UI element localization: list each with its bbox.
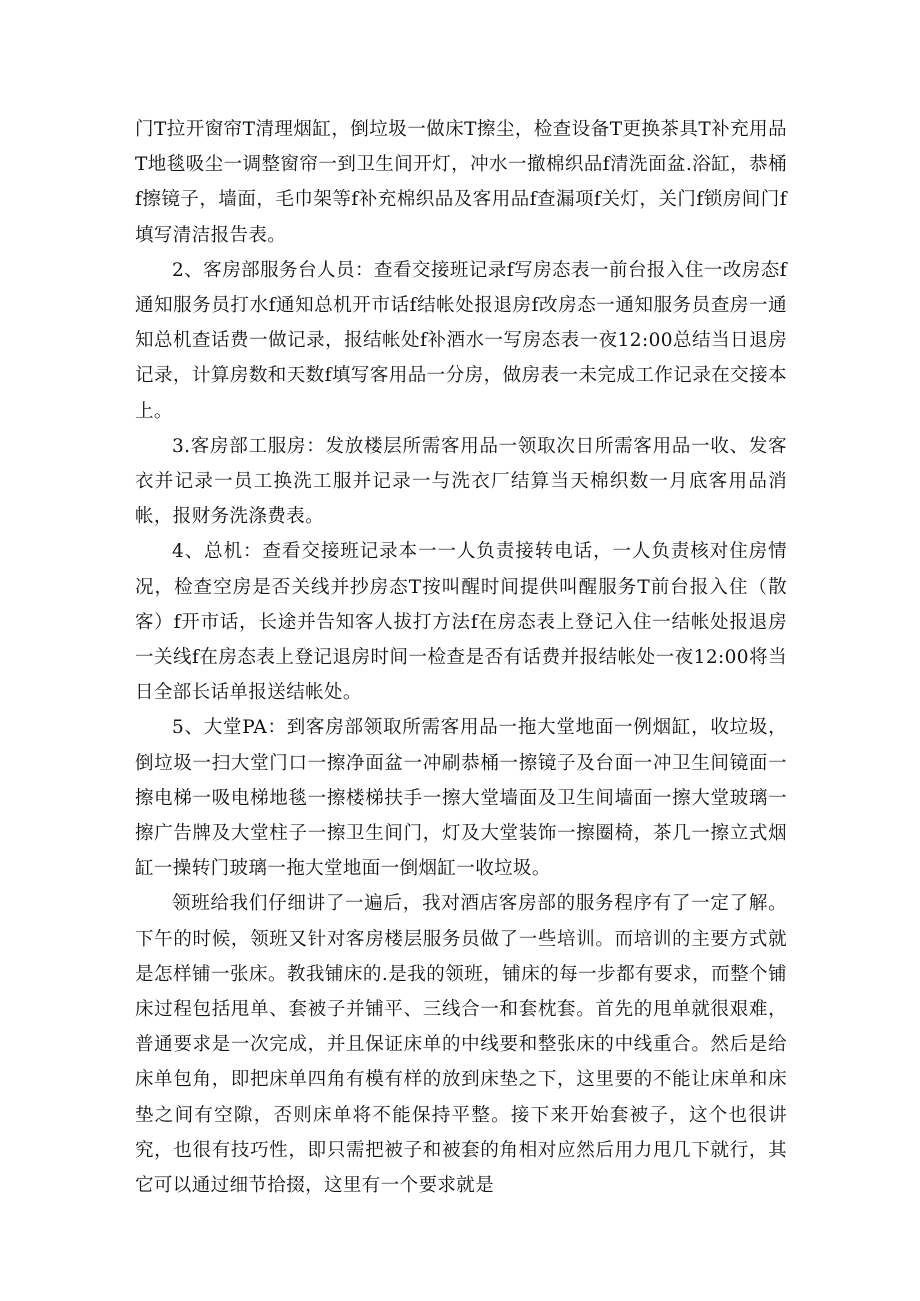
paragraph-lobby-pa: 5、大堂PA：到客房部领取所需客用品一拖大堂地面一例烟缸，收垃圾，倒垃圾一扫大堂门口一擦净面盆一冲刷恭桶一擦镜子及台面一冲卫生间镜面一擦电梯一吸电梯地毯一擦楼梯扶手一擦大堂墙面及卫生间墙面一擦大堂玻璃一擦广告牌及大堂柱子一擦卫生间门，灯及大堂装饰一擦圈椅，茶几一擦立式烟缸一操转门玻璃一拖大堂地面一倒烟缸一收垃圾。 — [135, 717, 787, 880]
paragraph-uniform-room: 3.客房部工服房：发放楼层所需客用品一领取次日所需客用品一收、发客衣并记录一员工换洗工服并记录一与洗衣厂结算当天棉织数一月底客用品消帐，报财务洗涤费表。 — [135, 435, 787, 528]
body-text — [135, 112, 787, 1203]
paragraph-switchboard: 4、总机：查看交接班记录本一一人负责接转电话，一人负责核对住房情况，检查空房是否关线并抄房态T按叫醒时间提供叫醒服务T前台报入住（散客）f开市话，长途并告知客人拔打方法f在房态表上登记入住一结帐处报退房一关线f在房态表上登记退房时间一检查是否有话费并报结帐处一夜12:00将当日全部长话单报送结帐处。 — [135, 541, 787, 704]
paragraph-continuation: 门T拉开窗帘T清理烟缸，倒垃圾一做床T擦尘，检查设备T更换茶具T补充用品T地毯吸尘一调整窗帘一到卫生间开灯，冲水一撤棉织品f清洗面盆.浴缸，恭桶f擦镜子，墙面，毛巾架等f补充棉织品及客用品f查漏项f关灯，关门f锁房间门f填写清洁报告表。 — [135, 119, 787, 246]
paragraph-front-desk-staff: 2、客房部服务台人员：查看交接班记录f写房态表一前台报入住一改房态f通知服务员打水f通知总机开市话f结帐处报退房f改房态一通知服务员查房一通知总机查话费一做记录，报结帐处f补酒水一写房态表一夜12:00总结当日退房记录，计算房数和天数f填写客用品一分房，做房表一未完成工作记录在交接本上。 — [135, 259, 787, 422]
paragraph-bed-training: 领班给我们仔细讲了一遍后，我对酒店客房部的服务程序有了一定了解。下午的时候，领班又针对客房楼层服务员做了一些培训。而培训的主要方式就是怎样铺一张床。教我铺床的.是我的领班，铺床的每一步都有要求，而整个铺床过程包括甩单、套被子并铺平、三线合一和套枕套。首先的甩单就很艰难，普通要求是一次完成，并且保证床单的中线要和整张床的中线重合。然后是给床单包角，即把床单四角有模有样的放到床垫之下，这里要的不能让床单和床垫之间有空隙，否则床单将不能保持平整。接下来开始套被子，这个也很讲究，也很有技巧性，即只需把被子和被套的角相对应然后用力甩几下就行，其它可以通过细节拾掇，这里有一个要求就是 — [135, 893, 787, 1197]
